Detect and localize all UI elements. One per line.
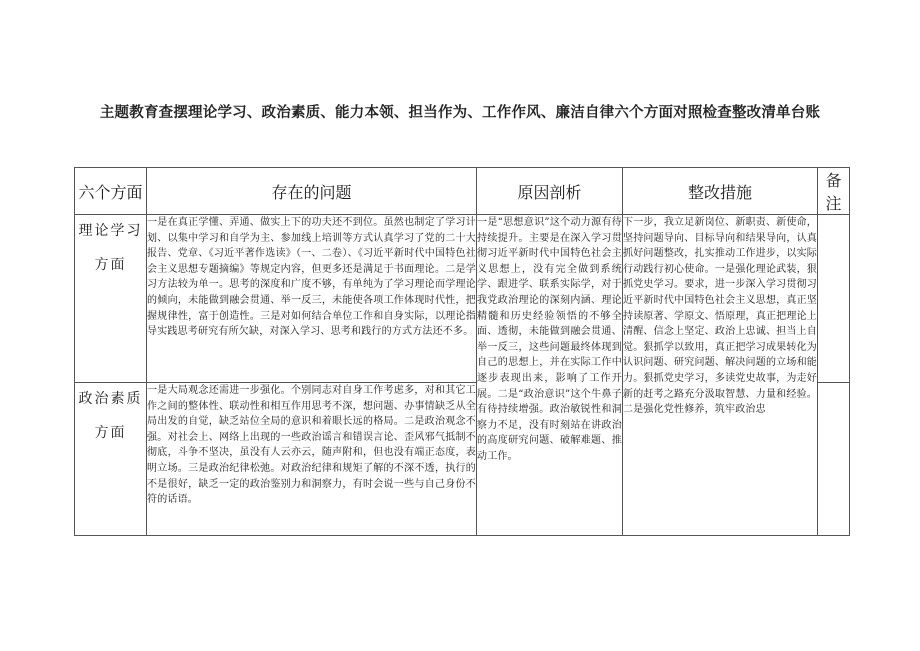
table-header-row <box>75 168 850 215</box>
aspect-label-suffix: 方面 <box>94 424 127 441</box>
problems-cell: 一是大局观念还需进一步强化。个别同志对自身工作考虑多，对和其它工作之间的整体性、联动性和相互作用思考不深，想问题、办事情缺乏从全局出发的自觉，缺乏站位全局的意识和着眼长远的格局。二是政治观念不强。对社会上、网络上出现的一些政治谣言和错误言论、歪风邪气抵制不彻底，斗争不坚决，虽没有人云亦云，随声附和，但也没有端正态度，表明立场。三是政治纪律松弛。对政治纪律和规矩了解的不深不透，执行的不是很好，缺乏一定的政治鉴别力和洞察力，有时会说一些与自己身份不符的话语。 <box>147 383 477 536</box>
causes-cell: 一是“思想意识”这个动力源有待持续提升。主要是在深入学习贯彻习近平新时代中国特色社会主义思想上，没有完全做到系统学、跟进学、联系实际学，对于我党政治理论的深刻内涵、理论精髓和历史经验领悟的不够全面、透彻，未能做到融会贯通、举一反三，这些问题最终体现到自己的思想上，并在实际工作中逐步表现出来，影响了工作开展。二是“政治意识”这个牛鼻子有待持续增强。政治敏锐性和洞察力不足，没有时刻站在讲政治的高度研究问题、破解难题、推动工作。 <box>477 215 623 536</box>
measures-cell: 下一步，我立足新岗位、新职责、新使命，坚持问题导向、目标导向和结果导向，认真抓好问题整改，扎实推动工作进步，以实际行动践行初心使命。一是强化理论武装，狠抓党史学习。要求，进一步深入学习贯彻习近平新时代中国特色社会主义思想，真正坚持读原著、学原文、悟原理，真正把理论上清醒、信念上坚定、政治上忠诚、担当上自觉。狠抓学以致用，真正把学习成果转化为认识问题、研究问题、解决问题的立场和能力。狠抓党史学习，多读党史故事，为走好新的赶考之路充分汲取智慧、力量和经验。二是强化党性修养，筑牢政治忠 <box>623 215 818 536</box>
problems-cell: 一是在真正学懂、弄通、做实上下的功夫还不到位。虽然也制定了学习计划、以集中学习和自学为主、参加线上培训等方式认真学习了党的二十大报告、党章、《习近平著作选读》（一、二卷）、《习近平新时代中国特色社会主义思想专题摘编》等规定内容，但更多还是满足于书面理论。二是学习方法较为单一。思考的深度和广度不够，有单纯为了学习理论而学理论的倾向，未能做到融会贯通、举一反三，未能使各项工作体现时代性，把握规律性，富于创造性。三是对如何结合单位工作和自身实际，以理论指导实践思考研究有所欠缺，对深入学习、思考和践行的方式方法还不多。 <box>147 215 477 383</box>
aspect-label: 理论学习 <box>78 223 143 239</box>
aspect-label: 政治素质 <box>78 391 143 407</box>
notes-cell <box>818 383 850 536</box>
aspect-label-suffix: 方面 <box>94 256 127 273</box>
header-causes: 原因剖析 <box>477 168 623 215</box>
aspect-cell <box>75 215 147 383</box>
aspect-cell <box>75 383 147 536</box>
notes-cell <box>818 215 850 383</box>
header-aspect: 六个方面 <box>75 168 147 215</box>
rectification-ledger-table <box>74 167 850 536</box>
table-row <box>75 215 850 383</box>
header-measures: 整改措施 <box>623 168 818 215</box>
header-problems: 存在的问题 <box>147 168 477 215</box>
header-notes: 备注 <box>818 168 850 215</box>
page-title: 主题教育查摆理论学习、政治素质、能力本领、担当作为、工作作风、廉洁自律六个方面对照检查整改清单台账 <box>99 105 821 121</box>
